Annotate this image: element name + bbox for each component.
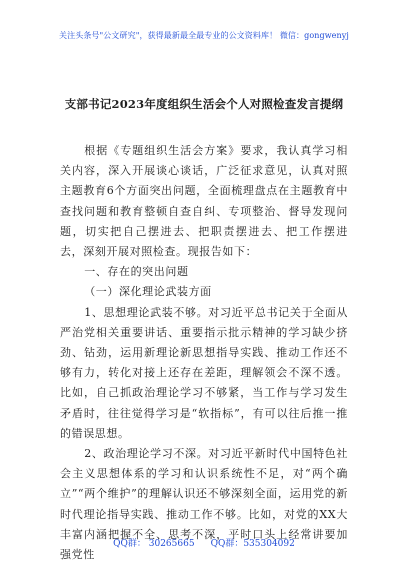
intro-paragraph: 根据《专题组织生活会方案》要求，我认真学习相关内容，深入开展谈心谈话，广泛征求意见，认真对照主题教育6个方面突出问题，全面梳理盘点在主题教育中查找问题和教育整顿自查自纠、专项整治、督导发现问题，切实把自己摆进去、把职责摆进去、把工作摆进去，深刻开展对照检查。现报告如下： [60, 144, 348, 259]
document-title: 支部书记2023年度组织生活会个人对照检查发言提纲 [64, 97, 344, 111]
header-banner: 关注头条号"公文研究"，获得最新最全最专业的公文资料库！ 微信：gongwenyj [59, 31, 349, 40]
body-paragraph: 2、政治理论学习不深。对习近平新时代中国特色社会主义思想体系的学习和认识系统性不足，对“两个确立”“两个维护”的理解认识还不够深刻全面，运用党的新时代理论指导实践、推动工作不够。比如，对党的XX大丰富内涵把握不全、思考不深，平时口头上经常讲要加强党性 [60, 447, 348, 562]
footer-qq-groups [0, 536, 408, 549]
footer-qq-group-1: QQ群： 30265665 [113, 539, 195, 549]
footer-qq-group-2: QQ群：535304092 [210, 539, 295, 549]
body-paragraph: 1、思想理论武装不够。对习近平总书记关于全面从严治党相关重要讲话、重要指示批示精神的学习缺少挤劲、钻劲，运用新理论新思想指导实践、推动工作还不够有力，转化对接上还存在差距，理解领会不深不透。比如，自己抓政治理论学习不够紧，当工作与学习发生矛盾时，往往觉得学习是“软指标”，有可以往后推一推的错误思想。 [60, 305, 348, 440]
subsection-heading: （一）深化理论武装方面 [84, 285, 212, 299]
section-heading: 一、存在的突出问题 [84, 265, 189, 279]
document-body [60, 141, 348, 565]
